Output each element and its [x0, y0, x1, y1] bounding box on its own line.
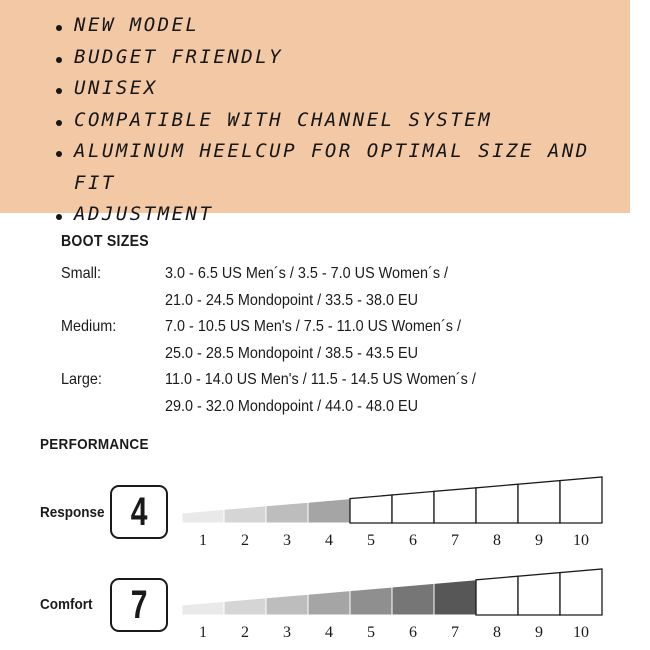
feature-list [52, 10, 622, 231]
scale-tick-label: 6 [409, 532, 417, 549]
scale-segment-2 [224, 506, 266, 523]
scale-segment-10 [560, 477, 602, 523]
scale-tick-label: 10 [573, 624, 589, 641]
scale-tick-label: 5 [367, 532, 375, 549]
size-values [165, 314, 461, 367]
size-line: 25.0 - 28.5 Mondopoint / 38.5 - 43.5 EU [165, 344, 418, 362]
size-label: Large: [61, 371, 102, 388]
scale-segment-1 [182, 601, 224, 615]
scale-segment-6 [392, 491, 434, 523]
scale-tick-label: 2 [241, 624, 249, 641]
scale-segment-7 [434, 580, 476, 615]
scale-segment-6 [392, 583, 434, 615]
scale-tick-label: 3 [283, 532, 291, 549]
scale-tick-label: 7 [451, 624, 459, 641]
metric-label-response: Response [40, 504, 105, 521]
score-box-comfort [110, 578, 168, 632]
scale-tick-label: 2 [241, 532, 249, 549]
scale-segment-5 [350, 495, 392, 523]
scale-segment-2 [224, 598, 266, 615]
scale-segment-9 [518, 573, 560, 615]
size-line: 7.0 - 10.5 US Men's / 7.5 - 11.0 US Women´s / [165, 318, 461, 335]
scale-tick-label: 9 [535, 532, 543, 549]
scale-segment-8 [476, 576, 518, 615]
size-line: 29.0 - 32.0 Mondopoint / 44.0 - 48.0 EU [165, 397, 418, 415]
scale-segment-3 [266, 594, 308, 615]
scale-segment-4 [308, 591, 350, 615]
scale-segment-1 [182, 509, 224, 523]
scale-segment-8 [476, 484, 518, 523]
scale-segment-9 [518, 481, 560, 523]
metric-label-comfort: Comfort [40, 596, 93, 613]
scale-tick-label: 10 [573, 532, 589, 549]
scale-tick-label: 1 [199, 532, 207, 549]
scale-segment-3 [266, 502, 308, 523]
feature-item-heelcup-continued: ADJUSTMENT [52, 199, 622, 231]
scale-tick-label: 8 [493, 532, 501, 549]
features-banner [0, 0, 630, 225]
scale-tick-label: 4 [325, 532, 333, 549]
performance-title: PERFORMANCE [40, 436, 149, 453]
scale-tick-label: 6 [409, 624, 417, 641]
scale-segment-7 [434, 488, 476, 523]
scale-segment-10 [560, 569, 602, 615]
size-line: 21.0 - 24.5 Mondopoint / 33.5 - 38.0 EU [165, 291, 418, 309]
size-values [165, 367, 476, 420]
feature-item-heelcup: ALUMINUM HEELCUP FOR OPTIMAL SIZE AND FIT [52, 136, 622, 199]
feature-item-budget-friendly: BUDGET FRIENDLY [52, 42, 622, 74]
size-line: 3.0 - 6.5 US Men´s / 3.5 - 7.0 US Women´s / [165, 265, 449, 282]
score-value: 4 [130, 490, 148, 534]
rating-scale-comfort [180, 567, 605, 647]
score-value: 7 [130, 583, 148, 627]
feature-item-new-model: NEW MODEL [52, 10, 622, 42]
boot-sizes-title: BOOT SIZES [61, 233, 149, 250]
rating-scale-response [180, 475, 605, 555]
scale-tick-label: 5 [367, 624, 375, 641]
size-line: 11.0 - 14.0 US Men's / 11.5 - 14.5 US Women´s / [165, 371, 476, 388]
scale-tick-label: 3 [283, 624, 291, 641]
scale-tick-label: 9 [535, 624, 543, 641]
feature-item-unisex: UNISEX [52, 73, 622, 105]
scale-segment-4 [308, 499, 350, 523]
size-values [165, 261, 448, 314]
scale-segment-5 [350, 587, 392, 615]
feature-item-compatible: COMPATIBLE WITH CHANNEL SYSTEM [52, 105, 622, 137]
scale-tick-label: 4 [325, 624, 333, 641]
score-box-response [110, 485, 168, 539]
size-label: Medium: [61, 318, 117, 335]
size-label: Small: [61, 265, 102, 282]
scale-tick-label: 8 [493, 624, 501, 641]
scale-tick-label: 7 [451, 532, 459, 549]
scale-tick-label: 1 [199, 624, 207, 641]
